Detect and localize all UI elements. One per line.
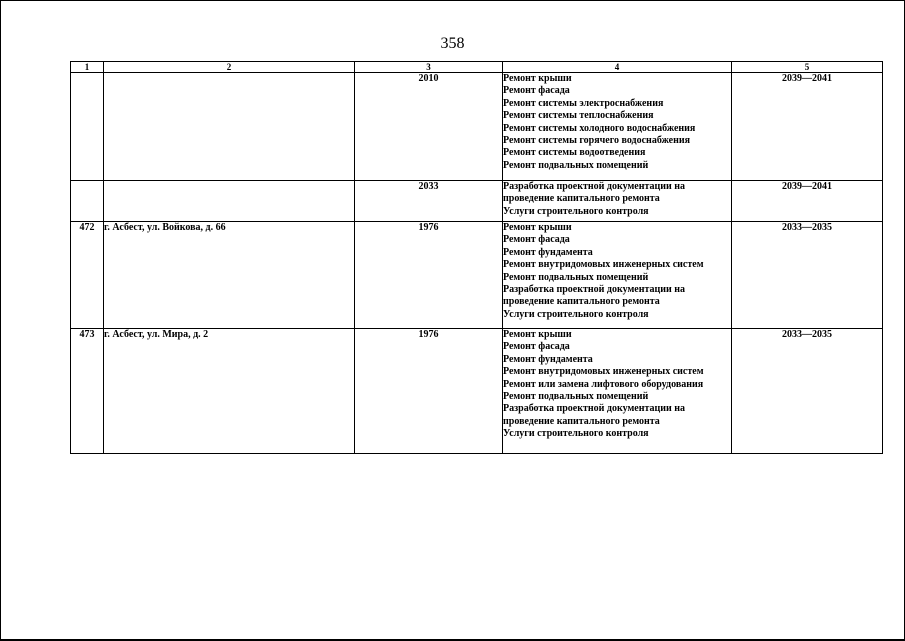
work-item: Ремонт подвальных помещений [503, 391, 649, 403]
work-item: Ремонт подвальных помещений [503, 271, 649, 283]
work-item: Ремонт системы теплоснабжения [503, 110, 654, 122]
row-year: 2010 [355, 73, 503, 181]
work-item: Ремонт крыши [503, 222, 572, 233]
work-item: Ремонт системы водоотведения [503, 147, 646, 159]
column-header: 4 [503, 62, 732, 73]
work-item: Услуги строительного контроля [503, 308, 649, 320]
work-item: Услуги строительного контроля [503, 428, 649, 440]
row-period: 2033—2035 [732, 329, 883, 454]
row-address [104, 73, 355, 181]
work-item: Ремонт крыши [503, 73, 572, 84]
row-works [503, 73, 732, 181]
work-item: Услуги строительного контроля [503, 205, 649, 217]
work-item: Ремонт системы горячего водоснабжения [503, 135, 691, 147]
work-item: Ремонт крыши [503, 329, 572, 340]
table-row [71, 73, 883, 181]
work-item: Разработка проектной документации на [503, 403, 686, 415]
work-item: проведение капитального ремонта [503, 193, 660, 205]
page-number: 358 [440, 35, 465, 52]
row-year: 1976 [355, 222, 503, 329]
row-period: 2039—2041 [732, 73, 883, 181]
work-item: Ремонт фасада [503, 341, 570, 353]
work-item: Ремонт внутридомовых инженерных систем [503, 259, 704, 271]
work-item: Ремонт фундамента [503, 246, 593, 258]
row-works [503, 181, 732, 222]
work-item: Ремонт подвальных помещений [503, 159, 649, 171]
work-item: Разработка проектной документации на [503, 181, 686, 192]
work-item: Ремонт фасада [503, 234, 570, 246]
work-item: Ремонт фасада [503, 85, 570, 97]
row-year: 1976 [355, 329, 503, 454]
row-number [71, 73, 104, 181]
row-address: г. Асбест, ул. Войкова, д. 66 [104, 222, 355, 329]
row-number: 473 [71, 329, 104, 454]
table-row [71, 222, 883, 329]
row-address: г. Асбест, ул. Мира, д. 2 [104, 329, 355, 454]
work-item: Ремонт системы холодного водоснабжения [503, 122, 696, 134]
table-row [71, 329, 883, 454]
row-year: 2033 [355, 181, 503, 222]
column-header: 3 [355, 62, 503, 73]
work-item: Разработка проектной документации на [503, 284, 686, 296]
row-period: 2033—2035 [732, 222, 883, 329]
work-item: Ремонт системы электроснабжения [503, 97, 664, 109]
column-header: 2 [104, 62, 355, 73]
row-number [71, 181, 104, 222]
table-row [71, 181, 883, 222]
work-item: проведение капитального ремонта [503, 415, 660, 427]
column-header: 1 [71, 62, 104, 73]
work-item: Ремонт фундамента [503, 353, 593, 365]
capital-repair-table [70, 61, 883, 454]
work-item: Ремонт или замена лифтового оборудования [503, 378, 704, 390]
table-header-row [71, 62, 883, 73]
row-works [503, 222, 732, 329]
column-header: 5 [732, 62, 883, 73]
row-address [104, 181, 355, 222]
work-item: проведение капитального ремонта [503, 296, 660, 308]
row-number: 472 [71, 222, 104, 329]
work-item: Ремонт внутридомовых инженерных систем [503, 366, 704, 378]
row-period: 2039—2041 [732, 181, 883, 222]
row-works [503, 329, 732, 454]
